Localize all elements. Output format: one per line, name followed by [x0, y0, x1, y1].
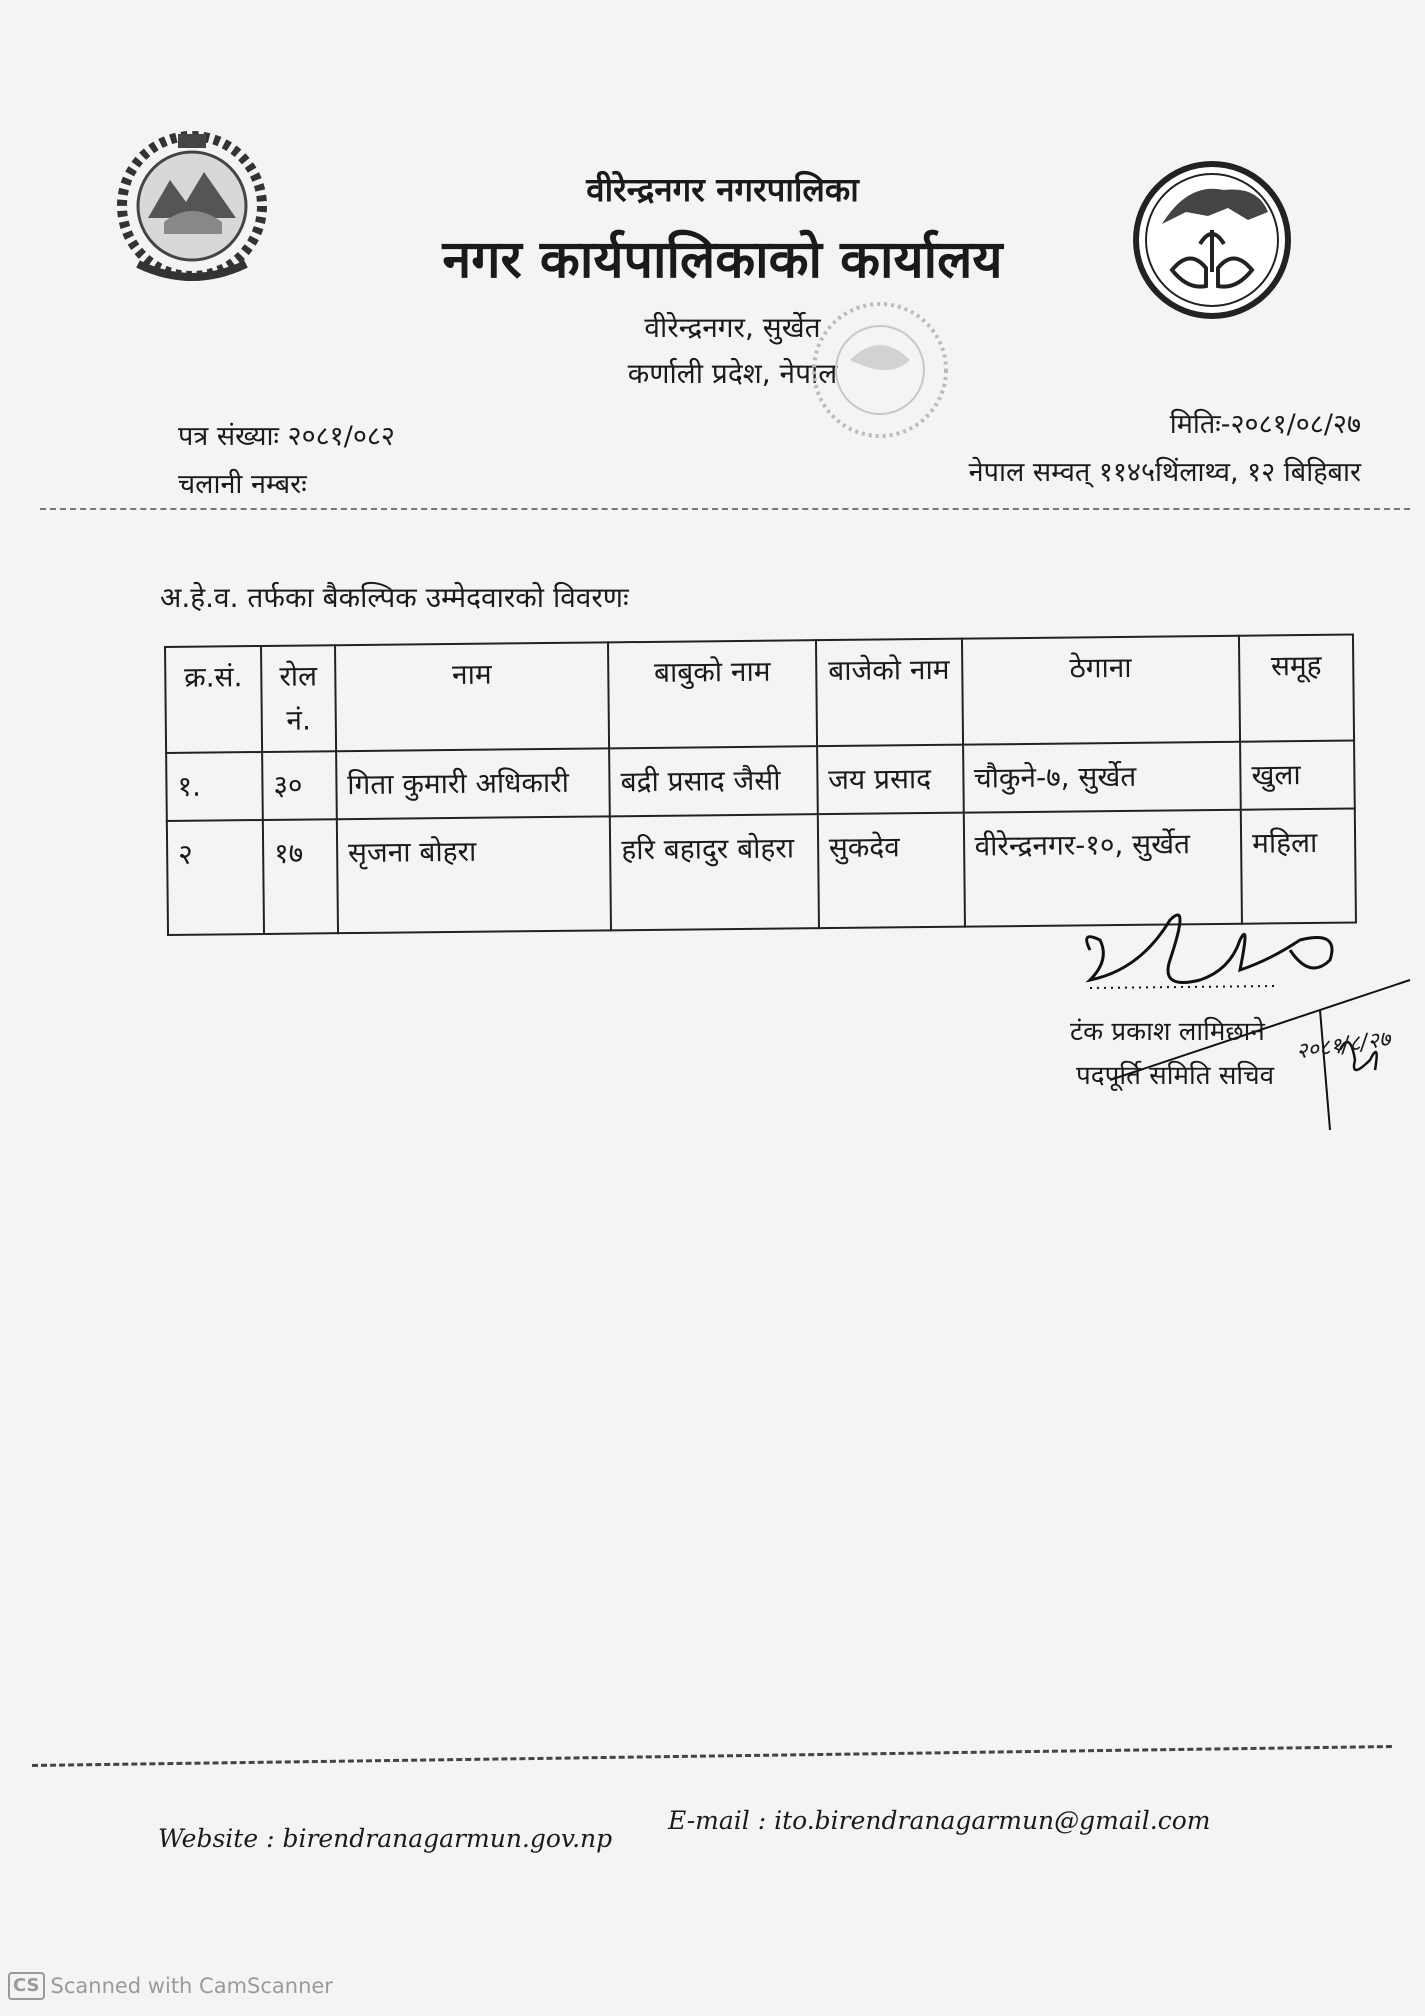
- table-cell: चौकुने-७, सुर्खेत: [963, 742, 1241, 813]
- table-cell: जय प्रसाद: [817, 745, 963, 815]
- column-header: बाजेको नाम: [816, 639, 963, 747]
- address-line-2: कर्णाली प्रदेश, नेपाल: [627, 357, 838, 390]
- table-cell: खुला: [1240, 741, 1355, 810]
- column-header: रोल नं.: [261, 645, 336, 752]
- table-cell: गिता कुमारी अधिकारी: [336, 748, 610, 819]
- camscanner-badge: CS: [8, 1972, 45, 2000]
- table-cell: बद्री प्रसाद जैसी: [609, 746, 817, 816]
- address-line-1: वीरेन्द्रनगर, सुर्खेत: [644, 311, 821, 344]
- column-header: बाबुको नाम: [608, 640, 817, 748]
- letter-number: पत्र संख्याः २०८१/०८२: [178, 421, 395, 452]
- signatory-name: टंक प्रकाश लामिछाने: [1070, 1017, 1265, 1047]
- office-stamp: [790, 290, 970, 450]
- footer-divider: [32, 1745, 1392, 1767]
- footer-website: Website : birendranagarmun.gov.np: [158, 1824, 613, 1853]
- municipality-logo: [1128, 160, 1296, 320]
- table-cell: हरि बहादुर बोहरा: [610, 814, 819, 930]
- column-header: नाम: [335, 642, 609, 751]
- table-cell: ३०: [262, 751, 337, 820]
- column-header: ठेगाना: [961, 636, 1240, 745]
- subject-line: अ.हे.व. तर्फका बैकल्पिक उम्मेदवारको विवरणः: [160, 581, 629, 614]
- office-title: नगर कार्यपालिकाको कार्यालय: [442, 230, 1003, 290]
- footer-email: E-mail : ito.birendranagarmun@gmail.com: [668, 1806, 1211, 1835]
- dispatch-number: चलानी नम्बरः: [178, 469, 307, 500]
- table-cell: सृजना बोहरा: [337, 816, 612, 933]
- table-row: [166, 741, 1355, 821]
- table-cell: १७: [263, 819, 338, 934]
- municipality-name: वीरेन्द्रनगर नगरपालिका: [586, 170, 859, 209]
- column-header: समूह: [1239, 635, 1354, 742]
- camscanner-text: Scanned with CamScanner: [50, 1974, 333, 1998]
- nepal-sambat-date: नेपाल सम्वत् ११४५थिंलाथ्व, १२ बिहिबार: [968, 457, 1361, 488]
- table-cell: महिला: [1241, 809, 1356, 924]
- signatory-title: पदपूर्ति समिति सचिव: [1076, 1061, 1275, 1091]
- letter-date: मितिः-२०८१/०८/२७: [1169, 409, 1361, 440]
- table-cell: सुकदेव: [818, 813, 965, 929]
- column-header: क्र.सं.: [165, 646, 262, 753]
- handwritten-date: २०८१/८/२७: [1294, 1026, 1393, 1065]
- table-header-row: [165, 635, 1354, 753]
- table-cell: २: [167, 820, 264, 935]
- table-cell: १.: [166, 752, 263, 821]
- candidate-table: [164, 634, 1357, 936]
- header-divider: [40, 508, 1410, 510]
- camscanner-watermark: [8, 1972, 333, 2000]
- table-cell: वीरेन्द्रनगर-१०, सुर्खेत: [963, 810, 1242, 927]
